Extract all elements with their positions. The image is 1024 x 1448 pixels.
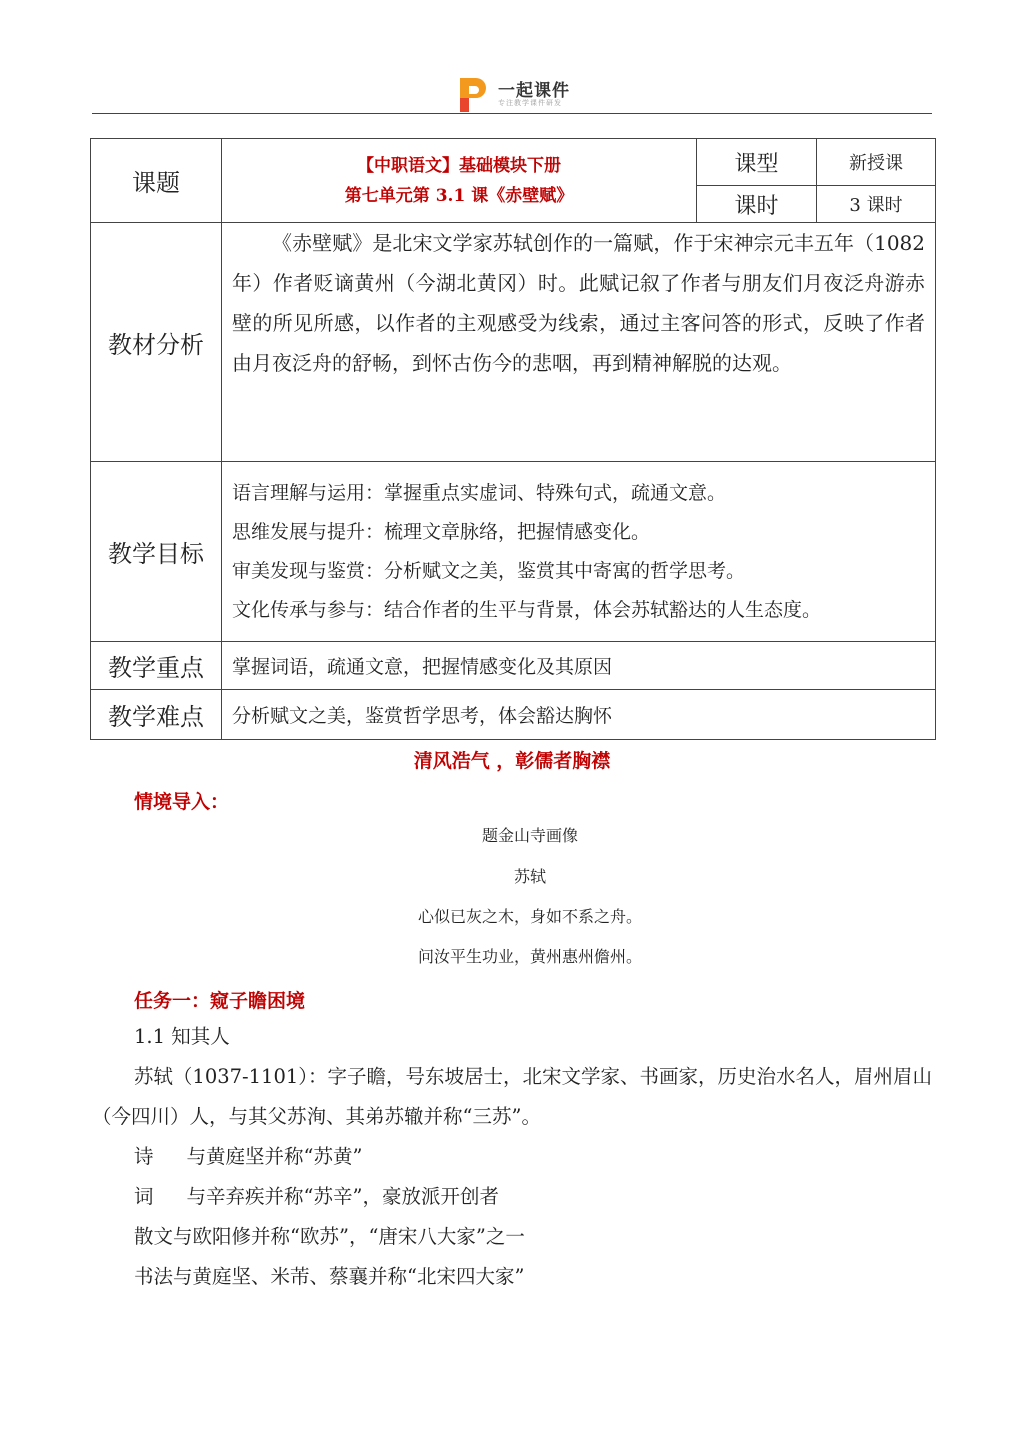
key-points-label: 教学重点 — [91, 642, 222, 690]
key-points-text: 掌握词语，疏通文意，把握情感变化及其原因 — [222, 642, 936, 690]
section-heading: 清风浩气 ，彰儒者胸襟 — [413, 750, 611, 772]
goals-label: 教学目标 — [91, 462, 222, 642]
poetry-line — [134, 1137, 974, 1177]
type-label: 课型 — [697, 139, 817, 186]
calligraphy-line: 书法与黄庭坚、米芾、蔡襄并称“北宋四大家” — [134, 1265, 525, 1288]
poem-author: 苏轼 — [513, 867, 546, 886]
prose-line: 散文与欧阳修并称“欧苏”，“唐宋八大家”之一 — [134, 1225, 525, 1248]
poem-line-1: 心似已灰之木，身如不系之舟。 — [417, 907, 642, 926]
analysis-text: 《赤壁赋》是北宋文学家苏轼创作的一篇赋，作于宋神宗元丰五年（1082年）作者贬谪黄州（今湖北黄冈）时。此赋记叙了作者与朋友们月夜泛舟游赤壁的所见所感，以作者的主观感受为线索，通过主客问答的形式，反映了作者由月夜泛舟的舒畅，到怀古伤今的悲咽，再到精神解脱的达观。 — [222, 223, 936, 462]
difficulty-text: 分析赋文之美，鉴赏哲学思考，体会豁达胸怀 — [222, 690, 936, 740]
poetry-text: 与黄庭坚并称“苏黄” — [186, 1145, 363, 1168]
ci-line — [134, 1177, 974, 1217]
goal-item: 思维发展与提升：梳理文章脉络，把握情感变化。 — [232, 520, 651, 543]
title-line-1: 【中职语文】基础模块下册 — [357, 155, 561, 176]
page-header — [0, 70, 1024, 114]
lesson-plan-table — [90, 138, 936, 740]
hours-value: 3 课时 — [817, 186, 936, 223]
title-line-2: 第七单元第 3.1 课《赤壁赋》 — [344, 185, 574, 206]
header-divider — [92, 113, 932, 114]
lesson-title — [222, 139, 697, 223]
ci-label: 词 — [134, 1185, 154, 1208]
logo-subtitle: 专注教学课件研发 — [498, 99, 562, 107]
poetry-label: 诗 — [134, 1145, 154, 1168]
bio-paragraph: 苏轼（1037-1101）：字子瞻，号东坡居士，北宋文学家、书画家，历史治水名人，眉州眉山（今四川）人，与其父苏洵、其弟苏辙并称“三苏”。 — [92, 1065, 933, 1128]
hours-label: 课时 — [697, 186, 817, 223]
logo-p-icon — [456, 74, 492, 114]
ci-text: 与辛弃疾并称“苏辛”，豪放派开创者 — [186, 1185, 499, 1208]
analysis-label: 教材分析 — [91, 223, 222, 462]
intro-label: 情境导入： — [134, 791, 230, 813]
subsection-1-1: 1.1 知其人 — [134, 1025, 230, 1048]
goal-item: 语言理解与运用：掌握重点实虚词、特殊句式，疏通文意。 — [232, 481, 727, 504]
type-value: 新授课 — [817, 139, 936, 186]
goal-item: 审美发现与鉴赏：分析赋文之美，鉴赏其中寄寓的哲学思考。 — [232, 559, 746, 582]
logo-name: 一起课件 — [498, 81, 570, 101]
poem-title: 题金山寺画像 — [481, 826, 578, 845]
difficulty-label: 教学难点 — [91, 690, 222, 740]
topic-label: 课题 — [91, 139, 222, 223]
task-1-label: 任务一：窥子瞻困境 — [134, 990, 306, 1012]
goals-list — [222, 462, 936, 642]
goal-item: 文化传承与参与：结合作者的生平与背景，体会苏轼豁达的人生态度。 — [232, 598, 822, 621]
poem-line-2: 问汝平生功业，黄州惠州儋州。 — [417, 947, 642, 966]
